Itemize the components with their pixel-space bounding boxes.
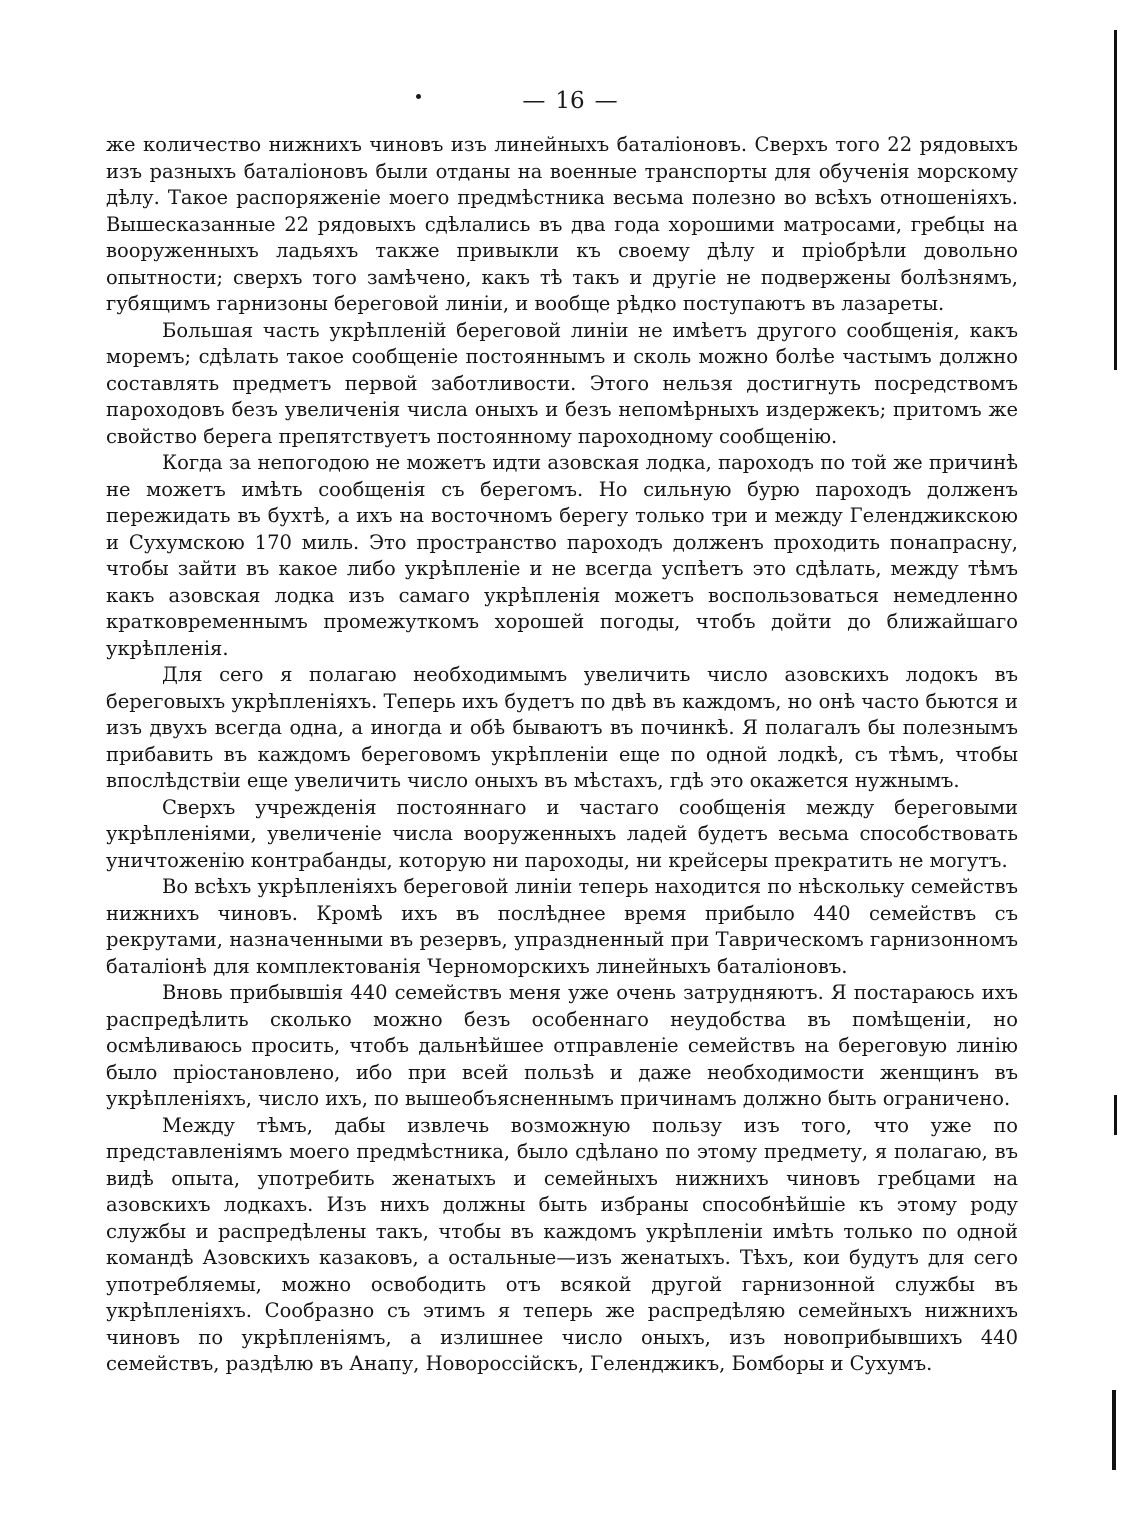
paragraph-continued: же количество нижнихъ чиновъ изъ линейныхъ баталіоновъ. Сверхъ того 22 рядовыхъ изъ разныхъ баталіоновъ были отданы на военные транспорты для обученія морскому дѣлу. Такое распоряженіе моего предмѣстника весьма полезно во всѣхъ отношеніяхъ. Вышесказанные 22 рядовыхъ сдѣлались въ два года хорошими матросами, гребцы на вооруженныхъ ладьяхъ также привыкли къ своему дѣлу и пріобрѣли довольно опытности; сверхъ того замѣчено, какъ тѣ такъ и другіе не подвержены болѣзнямъ, губящимъ гарнизоны береговой линіи, и вообще рѣдко поступаютъ въ лазареты. (106, 133, 1018, 315)
paragraph: Между тѣмъ, дабы извлечь возможную пользу изъ того, что уже по представленіямъ моего предмѣстника, было сдѣлано по этому предмету, я полагаю, въ видѣ опыта, употребить женатыхъ и семейныхъ нижнихъ чиновъ гребцами на азовскихъ лодкахъ. Изъ нихъ должны быть избраны способнѣйшіе къ этому роду службы и распредѣлены такъ, чтобы въ каждомъ укрѣпленіи имѣть только по одной командѣ Азовскихъ казаковъ, а остальные—изъ женатыхъ. Тѣхъ, кои будутъ для сего употребляемы, можно освободить отъ всякой другой гарнизонной службы въ укрѣпленіяхъ. Сообразно съ этимъ я теперь же распредѣляю семейныхъ нижнихъ чиновъ по укрѣпленіямъ, а излишнее число оныхъ, изъ новоприбывшихъ 440 семействъ, раздѣлю въ Анапу, Новороссійскъ, Геленджикъ, Бомборы и Сухумъ. (106, 1113, 1018, 1375)
paragraph: Сверхъ учрежденія постояннаго и частаго сообщенія между береговыми укрѣпленіями, увеличеніе числа вооруженныхъ ладей будетъ весьма способствовать уничтоженію контрабанды, которую ни пароходы, ни крейсеры прекратить не могутъ. (106, 795, 1018, 872)
paragraph: Большая часть укрѣпленій береговой линіи не имѣетъ другого сообщенія, какъ моремъ; сдѣлать такое сообщеніе постояннымъ и сколь можно болѣе частымъ должно составлять предметъ первой заботливости. Этого нельзя достигнуть посредствомъ пароходовъ безъ увеличенія числа оныхъ и безъ непомѣрныхъ издержекъ; притомъ же свойство берега препятствуетъ постоянному пароходному сообщенію. (106, 318, 1018, 448)
scan-edge-line (1112, 1390, 1116, 1470)
page-number: 16 (555, 88, 585, 114)
paragraph: Во всѣхъ укрѣпленіяхъ береговой линіи теперь находится по нѣскольку семействъ нижнихъ чиновъ. Кромѣ ихъ въ послѣднее время прибыло 440 семействъ съ рекрутами, назначенными въ резервъ, упраздненный при Таврическомъ гарнизонномъ баталіонѣ для комплектованія Черноморскихъ линейныхъ баталіоновъ. (106, 875, 1018, 978)
header-dash-left: — (522, 88, 546, 114)
header-dash-right: — (594, 88, 618, 114)
paragraph: Для сего я полагаю необходимымъ увеличить число азовскихъ лодокъ въ береговыхъ укрѣпленіяхъ. Теперь ихъ будетъ по двѣ въ каждомъ, но онѣ часто бьются и изъ двухъ всегда одна, а иногда и обѣ бываютъ въ починкѣ. Я полагалъ бы полезнымъ прибавить въ каждомъ береговомъ укрѣпленіи еще по одной лодкѣ, съ тѣмъ, чтобы впослѣдствіи еще увеличить число оныхъ въ мѣстахъ, гдѣ это окажется нужнымъ. (106, 663, 1018, 792)
scan-edge-line (1114, 1095, 1117, 1135)
document-body (106, 132, 1018, 1378)
scan-edge-line (1114, 30, 1117, 370)
page-header (0, 88, 1140, 114)
paragraph: Когда за непогодою не можетъ идти азовская лодка, пароходъ по той же причинѣ не можетъ имѣть сообщенія съ берегомъ. Но сильную бурю пароходъ долженъ пережидать въ бухтѣ, а ихъ на восточномъ берегу только три и между Геленджикскою и Сухумскою 170 миль. Это пространство пароходъ долженъ проходить понапрасну, чтобы зайти въ какое либо укрѣпленіе и не всегда успѣетъ это сдѣлать, между тѣмъ какъ азовская лодка изъ самаго укрѣпленія можетъ воспользоваться немедленно кратковременнымъ промежуткомъ хорошей погоды, чтобъ дойти до ближайшаго укрѣпленія. (106, 451, 1018, 660)
paragraph: Вновь прибывшія 440 семействъ меня уже очень затрудняютъ. Я постараюсь ихъ распредѣлить сколько можно безъ особеннаго неудобства въ помѣщеніи, но осмѣливаюсь просить, чтобъ дальнѣйшее отправленіе семействъ на береговую линію было пріостановлено, ибо при всей пользѣ и даже необходимости женщинъ въ укрѣпленіяхъ, число ихъ, по вышеобъясненнымъ причинамъ должно быть ограничено. (106, 981, 1018, 1110)
